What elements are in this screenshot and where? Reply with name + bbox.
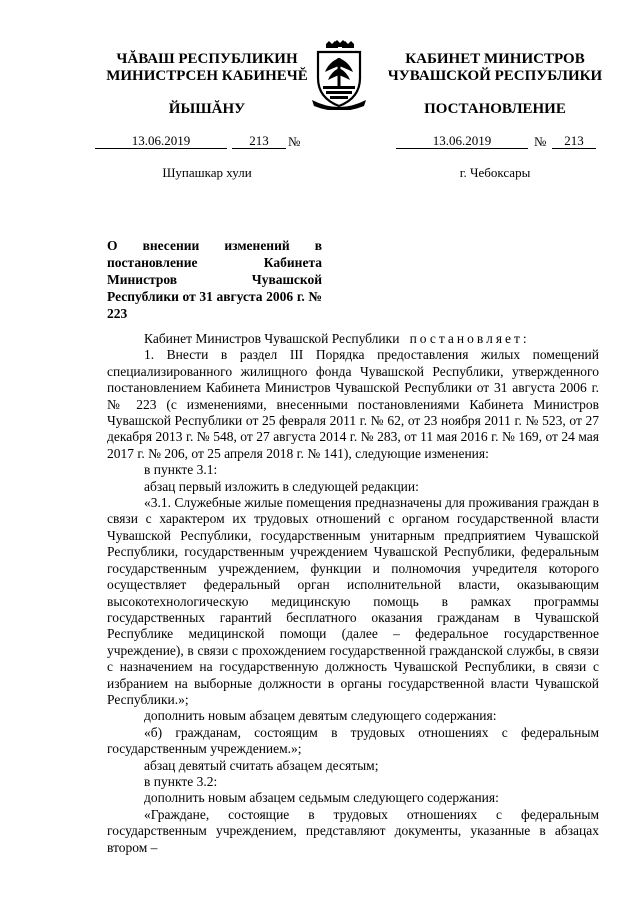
left-header-line2: МИНИСТРСЕН КАБИНЕЧĔ [106,68,308,84]
paragraph-7: абзац девятый считать абзацем десятым; [144,757,379,773]
right-city: г. Чебоксары [459,165,531,180]
right-date: 13.06.2019 [432,133,492,148]
left-date: 13.06.2019 [131,133,191,148]
right-header-line2: ЧУВАШСКОЙ РЕСПУБЛИКИ [387,68,603,84]
intro-verb: постановляет: [409,331,530,346]
paragraph-4: «3.1. Служебные жилые помещения предназначены для проживания граждан в связи с характером их трудовых отношений с органом государственной власти Чувашской Республики, государственным унитарным предприятием Чувашской Республики, государственным учреждением Чувашской Республики, федеральным государственным учреждением, функции и полномочия учредителя которого осуществляет федеральный орган исполнительной власти, оказывающим высокотехнологическую медицинскую помощь в рамках программы государственных гарантий бесплатного оказания гражданам в Чувашской Республике медицинской помощи (далее – федеральное государственное учреждение), в связи с прохождением государственной гражданской службы, в связи с назначением на государственную должность Чувашской Республики, в связи с избранием на выборные должности в органы государственной власти Чувашской Республики.»; [107,495,599,707]
right-header-line1: КАБИНЕТ МИНИСТРОВ [405,51,585,67]
paragraph-1: 1. Внести в раздел III Порядка предоставления жилых помещений специализированного жилищного фонда Чувашской Республики, утвержденного постановлением Кабинета Министров Чувашской Республики от 31 августа 2006 г. № 223 (с изменениями, внесенными постановлениями Кабинета Министров Чувашской Республики от 25 февраля 2011 г. № 62, от 23 ноября 2011 г. № 523, от 27 декабря 2013 г. № 548, от 27 августа 2014 г. № 283, от 11 мая 2016 г. № 169, от 24 мая 2017 г. № 206, от 25 апреля 2018 г. № 141), следующие изменения: [107,347,599,461]
left-number: 213 [249,133,269,148]
right-header [385,51,605,85]
paragraph-2: в пункте 3.1: [144,462,218,478]
left-header [96,51,318,85]
left-city: Шупашкар хули [162,165,252,180]
right-number-field [552,134,596,149]
right-doc-type: ПОСТАНОВЛЕНИЕ [424,101,566,117]
paragraph-6: «б) гражданам, состоящим в трудовых отношениях с федеральным государственным учреждением.»; [107,724,599,757]
left-header-line1: ЧĂВАШ РЕСПУБЛИКИН [116,51,298,67]
right-number: 213 [564,133,584,148]
intro-prefix: Кабинет Министров Чувашской Республики [144,331,400,346]
paragraph-10: «Граждане, состоящие в трудовых отношениях с федеральным государственным учреждением, представляют документы, указанные в абзацах втором – [107,806,599,855]
paragraph-8: в пункте 3.2: [144,773,218,789]
right-date-field [396,134,528,149]
right-number-sign: № [534,134,547,149]
paragraph-5: дополнить новым абзацем девятым следующего содержания: [144,708,497,724]
paragraph-3: абзац первый изложить в следующей редакции: [144,478,419,494]
left-number-field [232,134,286,149]
left-number-sign: № [288,134,301,149]
paragraph-9: дополнить новым абзацем седьмым следующего содержания: [144,790,499,806]
left-doc-type: ЙЫШĂНУ [168,101,246,117]
document-subject: О внесении изменений в постановление Кабинета Министров Чувашской Республики от 31 августа 2006 г. № 223 [107,238,322,321]
coat-of-arms-emblem [308,40,370,110]
left-date-field [95,134,227,149]
intro-paragraph [107,331,599,347]
document-body [107,331,599,856]
